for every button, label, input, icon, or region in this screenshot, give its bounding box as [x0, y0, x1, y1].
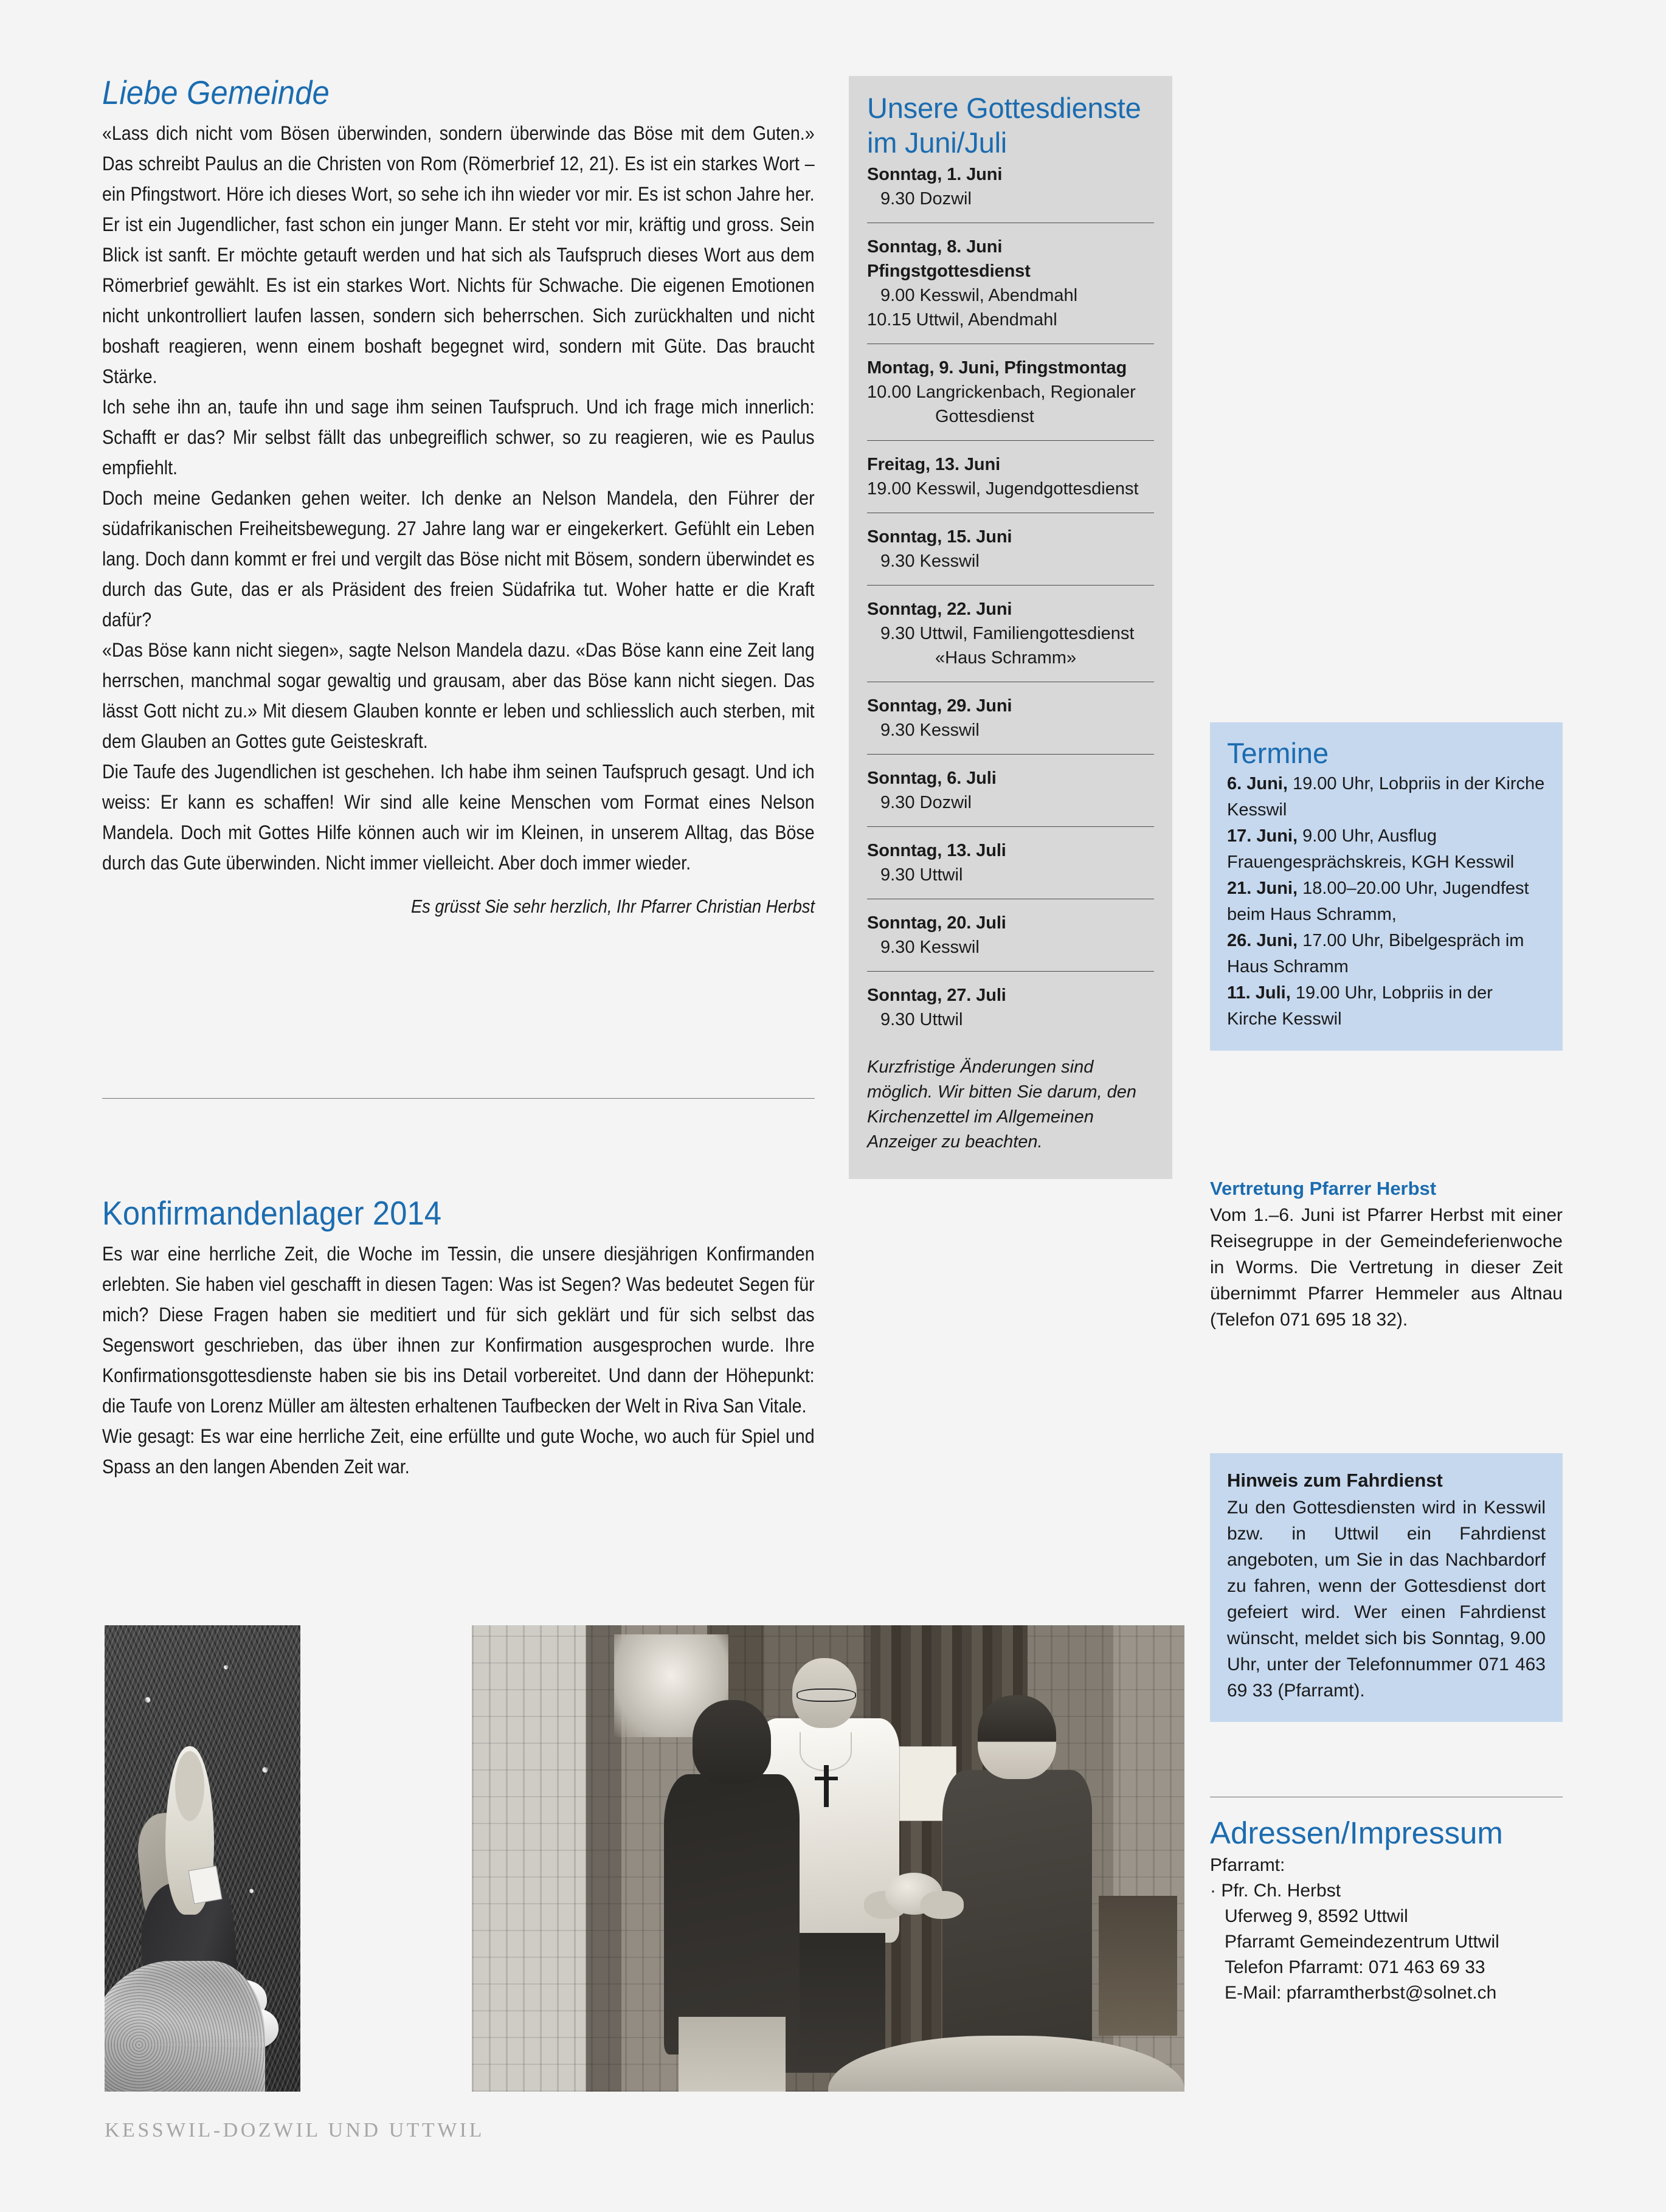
- service-subtitle: Pfingstgottesdienst: [867, 261, 1031, 281]
- article1-signature: Es grüsst Sie sehr herzlich, Ihr Pfarrer Christian Herbst: [410, 896, 815, 917]
- article-konfirmandenlager: [102, 1194, 815, 1482]
- service-time-place: 9.30 Uttwil: [880, 865, 963, 885]
- termine-title: Termine: [1227, 737, 1329, 769]
- service-time-place-cont: Gottesdienst: [935, 407, 1034, 426]
- service-entry: [867, 694, 1154, 742]
- service-time-place: 9.30 Kesswil: [880, 721, 980, 740]
- impressum-subtitle: Pfarramt:: [1210, 1855, 1285, 1875]
- article-liebe-gemeinde: [102, 76, 815, 922]
- gottesdienste-panel: [849, 76, 1172, 1179]
- service-date: Sonntag, 22. Juni: [867, 600, 1012, 619]
- service-entry: [867, 597, 1154, 670]
- service-divider: [867, 754, 1154, 755]
- article2-paragraph: Es war eine herrliche Zeit, die Woche im Tessin, die unsere diesjährigen Konfirmanden erlebten. Sie haben viel geschafft in diesen Tagen: Was ist Segen? Was bedeutet Segen für mich? Diese Fragen haben sie meditiert und für sich geklärt und für sich selbst das Segenswort geschrieben, das über ihnen zur Konfirmation ausgesprochen wurde. Ihre Konfirmationsgottesdienste haben sie bis ins Detail vorbereitet. Und dann der Höhepunkt: die Taufe von Lorenz Müller am ältesten erhaltenen Taufbecken der Welt in Riva San Vitale.: [102, 1243, 815, 1417]
- termin-text: 19.00 Uhr, Lobpriis in der Kirche Kesswil: [1227, 774, 1545, 820]
- gottesdienste-title-line2: im Juni/Juli: [867, 126, 1008, 159]
- termin-date: 21. Juni,: [1227, 879, 1298, 898]
- section-divider: [102, 1098, 815, 1099]
- vertretung-text: Vom 1.–6. Juni ist Pfarrer Herbst mit einer Reisegruppe in der Gemeindeferienwoche in Worms. Die Vertretung in dieser Zeit übernimmt Pfarrer Hemmeler aus Altnau (Telefon 071 695 18 32).: [1210, 1205, 1563, 1330]
- termine-panel: [1210, 722, 1563, 1051]
- termin-text: 19.00 Uhr, Lobpriis in der Kirche Kesswil: [1227, 983, 1493, 1029]
- impressum-line: Pfarramt Gemeindezentrum Uttwil: [1225, 1932, 1499, 1952]
- article1-paragraph: Ich sehe ihn an, taufe ihn und sage ihm seinen Taufspruch. Und ich frage mich innerlich: Schafft er das? Mir selbst fällt das unbegreiflich schwer, so zu reagieren, wie es Paulus empfiehlt.: [102, 396, 815, 479]
- service-time-place: 9.30 Dozwil: [880, 793, 972, 812]
- termin-text: 9.00 Uhr, Ausflug Frauengesprächskreis, KGH Kesswil: [1227, 826, 1515, 872]
- service-time-place: 9.30 Uttwil: [880, 1010, 963, 1029]
- service-date: Montag, 9. Juni, Pfingstmontag: [867, 358, 1127, 378]
- article1-paragraph: Doch meine Gedanken gehen weiter. Ich denke an Nelson Mandela, den Führer der südafrikanischen Freiheitsbewegung. 27 Jahre lang war er eingekerkert. Gefühlt ein Leben lang. Doch dann kommt er frei und vergilt das Böse nicht mit Bösem, sondern überwindet es durch das Gute, das er als Präsident des freien Südafrika tut. Woher hatte er die Kraft dafür?: [102, 487, 815, 631]
- page-footer: KESSWIL-DOZWIL UND UTTWIL: [105, 2119, 485, 2141]
- impressum-title: Adressen/Impressum: [1210, 1816, 1503, 1850]
- service-time-place: 9.00 Kesswil, Abendmahl: [880, 286, 1078, 305]
- service-date: Sonntag, 15. Juni: [867, 527, 1012, 547]
- service-time-place: 9.30 Kesswil: [880, 938, 980, 957]
- vertretung-title: Vertretung Pfarrer Herbst: [1210, 1178, 1437, 1199]
- termin-date: 26. Juni,: [1227, 931, 1298, 950]
- impressum-section: [1210, 1815, 1563, 2006]
- gottesdienste-title-line1: Unsere Gottesdienste: [867, 92, 1141, 124]
- photo-konfirmandin-reading: [105, 1625, 300, 2092]
- service-time-place: 9.30 Dozwil: [880, 189, 972, 209]
- termin-text: 18.00–20.00 Uhr, Jugendfest beim Haus Schramm,: [1227, 879, 1529, 924]
- service-entry: [867, 838, 1154, 887]
- service-entry: [867, 235, 1154, 332]
- termine-entries: [1227, 771, 1546, 1032]
- termin-date: 11. Juli,: [1227, 983, 1291, 1003]
- article1-title: Liebe Gemeinde: [102, 74, 330, 111]
- article1-paragraph: «Lass dich nicht vom Bösen überwinden, sondern überwinde das Böse mit dem Guten.» Das schreibt Paulus an die Christen von Rom (Römerbrief 12, 21). Es ist ein starkes Wort – ein Pfingstwort. Höre ich dieses Wort, so sehe ich ihn wieder vor mir. Es ist schon Jahre her. Er ist ein Jugendlicher, fast schon ein junger Mann. Er steht vor mir, kräftig und gross. Sein Blick ist sanft. Er möchte getauft werden und hat sich als Taufspruch dieses Wort aus dem Römerbrief gewählt. Es ist ein starkes Wort. Nichts für Schwache. Die eigenen Emotionen nicht unkontrolliert laufen lassen, sondern sich beherrschen. Sich zurückhalten und nicht boshaft reagieren, wenn einem boshaft begegnet wird, sondern mit Güte. Das braucht Stärke.: [102, 122, 815, 387]
- service-time-place: 9.30 Uttwil, Familiengottesdienst: [880, 624, 1135, 643]
- service-date: Sonntag, 27. Juli: [867, 986, 1006, 1005]
- service-date: Sonntag, 8. Juni: [867, 237, 1003, 257]
- service-entry: [867, 452, 1154, 501]
- service-time-place: 10.00 Langrickenbach, Regionaler: [867, 382, 1136, 402]
- service-date: Sonntag, 1. Juni: [867, 165, 1003, 184]
- service-date: Sonntag, 13. Juli: [867, 841, 1006, 860]
- service-entry: [867, 525, 1154, 573]
- termin-text: 17.00 Uhr, Bibelgespräch im Haus Schramm: [1227, 931, 1524, 976]
- impressum-line: Telefon Pfarramt: 071 463 69 33: [1225, 1957, 1485, 1977]
- service-entry: [867, 162, 1154, 211]
- service-date: Sonntag, 29. Juni: [867, 696, 1012, 716]
- fahrdienst-panel: [1210, 1453, 1563, 1722]
- gottesdienste-title: [867, 91, 1154, 160]
- service-time-place: 19.00 Kesswil, Jugendgottesdienst: [867, 479, 1139, 499]
- termin-date: 17. Juni,: [1227, 826, 1298, 846]
- impressum-line: E-Mail: pfarramtherbst@solnet.ch: [1225, 1983, 1497, 2003]
- service-time-place: 9.30 Kesswil: [880, 551, 980, 571]
- service-date: Freitag, 13. Juni: [867, 455, 1001, 474]
- service-divider: [867, 971, 1154, 972]
- termin-date: 6. Juni,: [1227, 774, 1288, 793]
- impressum-line: Uferweg 9, 8592 Uttwil: [1225, 1906, 1408, 1926]
- service-entry: [867, 911, 1154, 959]
- service-entry: [867, 983, 1154, 1032]
- service-date: Sonntag, 6. Juli: [867, 769, 997, 788]
- article2-title: Konfirmandenlager 2014: [102, 1194, 442, 1232]
- service-divider: [867, 826, 1154, 827]
- service-divider: [867, 440, 1154, 441]
- fahrdienst-text: Zu den Gottesdiensten wird in Kesswil bzw. in Uttwil ein Fahrdienst angeboten, um Sie in das Nachbardorf zu fahren, wenn der Gottesdienst dort gefeiert wird. Wer einen Fahrdienst wünscht, meldet sich bis Sonntag, 9.00 Uhr, unter der Telefonnummer 071 463 69 33 (Pfarramt).: [1227, 1498, 1546, 1701]
- article1-paragraph: Die Taufe des Jugendlichen ist geschehen. Ich habe ihm seinen Taufspruch gesagt. Und ich weiss: Er kann es schaffen! Wir sind alle keine Menschen vom Format eines Nelson Mandela. Doch mit Gottes Hilfe können auch wir im Kleinen, in unserem Alltag, das Böse durch das Gute überwinden. Nicht immer vielleicht. Aber doch immer wieder.: [102, 761, 815, 874]
- service-entry: [867, 356, 1154, 429]
- service-divider: [867, 585, 1154, 586]
- article1-paragraph: «Das Böse kann nicht siegen», sagte Nelson Mandela dazu. «Das Böse kann eine Zeit lang herrschen, manchmal sogar gewaltig und grausam, aber das Böse kann nicht siegen. Das lässt Gott nicht zu.» Mit diesem Glauben konnte er leben und schliesslich auch sterben, mit dem Glauben an Gottes gute Geisteskraft.: [102, 639, 815, 752]
- article1-body: [102, 118, 815, 878]
- service-entry: [867, 766, 1154, 815]
- gottesdienste-note: Kurzfristige Änderungen sind möglich. Wir bitten Sie darum, den Kirchenzettel im Allgemeinen Anzeiger zu beachten.: [867, 1057, 1136, 1152]
- service-time-place-cont: «Haus Schramm»: [935, 648, 1077, 668]
- service-date: Sonntag, 20. Juli: [867, 913, 1006, 933]
- article2-body: [102, 1239, 815, 1482]
- service-time-place: 10.15 Uttwil, Abendmahl: [867, 310, 1057, 330]
- impressum-line: · Pfr. Ch. Herbst: [1210, 1881, 1341, 1901]
- photo-taufe-riva-san-vitale: [472, 1625, 1184, 2092]
- vertretung-section: [1210, 1177, 1563, 1333]
- article2-paragraph: Wie gesagt: Es war eine herrliche Zeit, eine erfüllte und gute Woche, wo auch für Spiel und Spass an den langen Abenden Zeit war.: [102, 1425, 815, 1478]
- fahrdienst-title: Hinweis zum Fahrdienst: [1227, 1470, 1443, 1491]
